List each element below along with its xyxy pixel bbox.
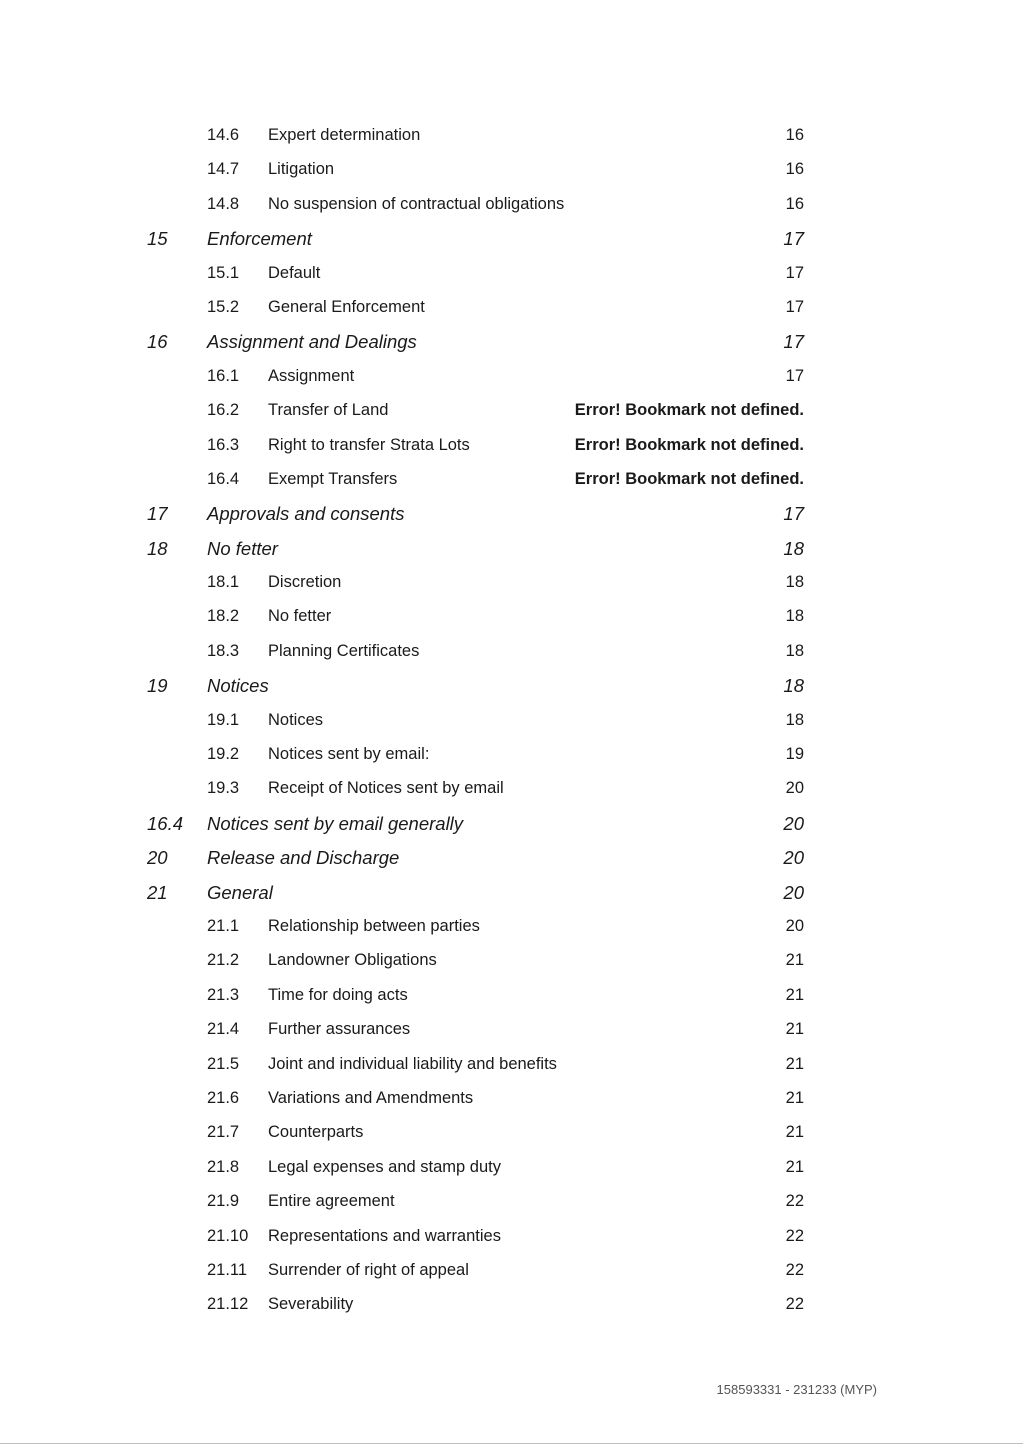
toc-subsection-entry[interactable] — [0, 1081, 1023, 1115]
toc-entry-title: Surrender of right of appeal — [268, 1260, 469, 1279]
toc-entry-number: 21.12 — [207, 1295, 249, 1314]
toc-section-entry[interactable] — [0, 840, 1023, 874]
toc-entry-title: Legal expenses and stamp duty — [268, 1157, 501, 1176]
table-of-contents — [0, 118, 1023, 1322]
toc-entry-number: 21.3 — [207, 985, 240, 1004]
toc-entry-page: 17 — [785, 366, 804, 385]
toc-entry-number: 16.2 — [207, 401, 240, 420]
toc-entry-title: Transfer of Land — [268, 401, 389, 420]
toc-entry-number: 21.2 — [207, 951, 240, 970]
toc-entry-title: Planning Certificates — [268, 641, 420, 660]
toc-entry-number: 17 — [147, 503, 168, 525]
toc-entry-title: General — [207, 881, 273, 903]
toc-entry-title: Representations and warranties — [268, 1226, 501, 1245]
toc-entry-title: Landowner Obligations — [268, 951, 437, 970]
toc-entry-title: Counterparts — [268, 1123, 364, 1142]
toc-entry-title: Severability — [268, 1295, 354, 1314]
toc-entry-number: 15.2 — [207, 297, 240, 316]
toc-entry-number: 18.3 — [207, 641, 240, 660]
toc-entry-page: 18 — [783, 537, 804, 559]
document-reference: 158593331 - 231233 (MYP) — [716, 1382, 877, 1397]
toc-entry-page: 20 — [783, 812, 804, 834]
toc-entry-title: Notices sent by email: — [268, 745, 430, 764]
toc-entry-number: 21.10 — [207, 1226, 249, 1245]
toc-subsection-entry[interactable] — [0, 187, 1023, 221]
toc-entry-number: 14.7 — [207, 160, 240, 179]
toc-entry-title: Approvals and consents — [207, 503, 405, 525]
toc-entry-number: 21.7 — [207, 1123, 240, 1142]
toc-subsection-entry[interactable] — [0, 1047, 1023, 1081]
toc-entry-page: 20 — [783, 881, 804, 903]
toc-entry-number: 21.11 — [207, 1260, 248, 1279]
toc-subsection-entry[interactable] — [0, 1219, 1023, 1253]
toc-entry-number: 14.6 — [207, 126, 240, 144]
toc-subsection-entry[interactable] — [0, 599, 1023, 633]
toc-entry-title: Litigation — [268, 160, 335, 179]
toc-entry-page: 22 — [785, 1260, 804, 1279]
toc-subsection-entry[interactable] — [0, 1253, 1023, 1287]
toc-subsection-entry[interactable] — [0, 943, 1023, 977]
toc-entry-number: 20 — [147, 847, 168, 869]
toc-subsection-entry[interactable] — [0, 1287, 1023, 1321]
toc-entry-page: 21 — [785, 951, 804, 970]
toc-entry-number: 16 — [147, 331, 168, 353]
toc-subsection-entry[interactable] — [0, 393, 1023, 427]
toc-entry-title: Expert determination — [268, 126, 421, 144]
page-bottom-divider — [0, 1443, 1023, 1444]
toc-entry-title: Default — [268, 263, 321, 282]
toc-subsection-entry[interactable] — [0, 1184, 1023, 1218]
toc-entry-number: 19 — [147, 675, 168, 697]
toc-section-entry[interactable] — [0, 668, 1023, 702]
toc-entry-page: 17 — [783, 228, 804, 250]
toc-entry-page: 18 — [783, 675, 804, 697]
toc-subsection-entry[interactable] — [0, 359, 1023, 393]
toc-subsection-entry[interactable] — [0, 462, 1023, 496]
toc-subsection-entry[interactable] — [0, 703, 1023, 737]
toc-entry-title: Variations and Amendments — [268, 1088, 474, 1107]
toc-section-entry[interactable] — [0, 531, 1023, 565]
toc-entry-page: 20 — [783, 847, 804, 869]
toc-entry-title: Relationship between parties — [268, 916, 480, 935]
toc-section-entry[interactable] — [0, 875, 1023, 909]
toc-entry-page: 21 — [785, 1088, 804, 1107]
toc-section-entry[interactable] — [0, 221, 1023, 255]
toc-entry-number: 14.8 — [207, 194, 240, 213]
toc-entry-title: General Enforcement — [268, 297, 425, 316]
toc-subsection-entry[interactable] — [0, 909, 1023, 943]
toc-subsection-entry[interactable] — [0, 565, 1023, 599]
toc-entry-page: 22 — [785, 1295, 804, 1314]
toc-entry-number: 15 — [147, 228, 168, 250]
toc-entry-number: 19.3 — [207, 779, 240, 798]
toc-entry-title: Further assurances — [268, 1020, 411, 1039]
toc-entry-page: 21 — [785, 1157, 804, 1176]
toc-entry-number: 21.4 — [207, 1020, 240, 1039]
toc-subsection-entry[interactable] — [0, 737, 1023, 771]
toc-section-entry[interactable] — [0, 496, 1023, 530]
toc-entry-number: 21.6 — [207, 1088, 240, 1107]
toc-subsection-entry[interactable] — [0, 1115, 1023, 1149]
toc-section-entry[interactable] — [0, 806, 1023, 840]
toc-entry-page: 22 — [785, 1192, 804, 1211]
toc-entry-title: Assignment — [268, 366, 355, 385]
toc-entry-title: Receipt of Notices sent by email — [268, 779, 504, 798]
toc-subsection-entry[interactable] — [0, 428, 1023, 462]
toc-entry-number: 16.4 — [147, 812, 184, 834]
toc-entry-number: 21.8 — [207, 1157, 240, 1176]
toc-entry-title: Time for doing acts — [268, 985, 408, 1004]
toc-entry-page: 18 — [785, 607, 804, 626]
toc-subsection-entry[interactable] — [0, 771, 1023, 805]
toc-entry-title: Enforcement — [207, 228, 312, 250]
toc-entry-page: 18 — [785, 710, 804, 729]
toc-subsection-entry[interactable] — [0, 118, 1023, 152]
toc-entry-number: 21.9 — [207, 1192, 240, 1211]
toc-subsection-entry[interactable] — [0, 978, 1023, 1012]
toc-entry-title: Notices — [268, 710, 324, 729]
toc-entry-page: 16 — [785, 194, 804, 213]
toc-entry-page: 17 — [785, 263, 804, 282]
toc-entry-page: 16 — [785, 160, 804, 179]
toc-entry-title: No fetter — [207, 537, 278, 559]
toc-subsection-entry[interactable] — [0, 1150, 1023, 1184]
toc-entry-page: 17 — [783, 503, 804, 525]
toc-entry-title: Entire agreement — [268, 1192, 395, 1211]
toc-entry-title: Right to transfer Strata Lots — [268, 435, 470, 454]
toc-entry-page: 20 — [785, 916, 804, 935]
toc-entry-title: Joint and individual liability and benefits — [268, 1054, 557, 1073]
toc-entry-page: Error! Bookmark not defined. — [574, 401, 804, 420]
toc-entry-page: 17 — [785, 297, 804, 316]
toc-entry-page: 21 — [785, 1054, 804, 1073]
toc-entry-page: 17 — [783, 331, 804, 353]
toc-entry-title: Assignment and Dealings — [207, 331, 417, 353]
toc-entry-title: Exempt Transfers — [268, 469, 398, 488]
toc-entry-page: 21 — [785, 985, 804, 1004]
toc-entry-page: 20 — [785, 779, 804, 798]
toc-entry-number: 21.1 — [207, 916, 240, 935]
toc-subsection-entry[interactable] — [0, 1012, 1023, 1046]
toc-entry-title: No suspension of contractual obligations — [268, 194, 565, 213]
toc-entry-number: 18.1 — [207, 573, 240, 592]
toc-section-entry[interactable] — [0, 324, 1023, 358]
toc-entry-title: Discretion — [268, 573, 342, 592]
toc-entry-number: 21.5 — [207, 1054, 240, 1073]
toc-entry-page: 19 — [785, 745, 804, 764]
toc-entry-title: Notices — [207, 675, 269, 697]
toc-entry-page: 22 — [785, 1226, 804, 1245]
toc-entry-page: 21 — [785, 1123, 804, 1142]
toc-subsection-entry[interactable] — [0, 290, 1023, 324]
toc-subsection-entry[interactable] — [0, 152, 1023, 186]
toc-entry-number: 19.2 — [207, 745, 240, 764]
toc-entry-page: 16 — [785, 126, 804, 144]
toc-entry-number: 18.2 — [207, 607, 240, 626]
toc-entry-page: 18 — [785, 573, 804, 592]
toc-entry-number: 16.1 — [207, 366, 240, 385]
toc-entry-page: Error! Bookmark not defined. — [574, 469, 804, 488]
toc-entry-number: 16.4 — [207, 469, 240, 488]
toc-entry-page: 18 — [785, 641, 804, 660]
toc-entry-number: 16.3 — [207, 435, 240, 454]
toc-entry-number: 15.1 — [207, 263, 240, 282]
toc-entry-page: Error! Bookmark not defined. — [574, 435, 804, 454]
toc-entry-number: 18 — [147, 537, 168, 559]
toc-subsection-entry[interactable] — [0, 256, 1023, 290]
toc-entry-number: 21 — [147, 881, 168, 903]
toc-entry-title: Release and Discharge — [207, 847, 400, 869]
toc-entry-title: Notices sent by email generally — [207, 812, 464, 834]
toc-subsection-entry[interactable] — [0, 634, 1023, 668]
toc-entry-title: No fetter — [268, 607, 332, 626]
toc-entry-number: 19.1 — [207, 710, 240, 729]
toc-entry-page: 21 — [785, 1020, 804, 1039]
